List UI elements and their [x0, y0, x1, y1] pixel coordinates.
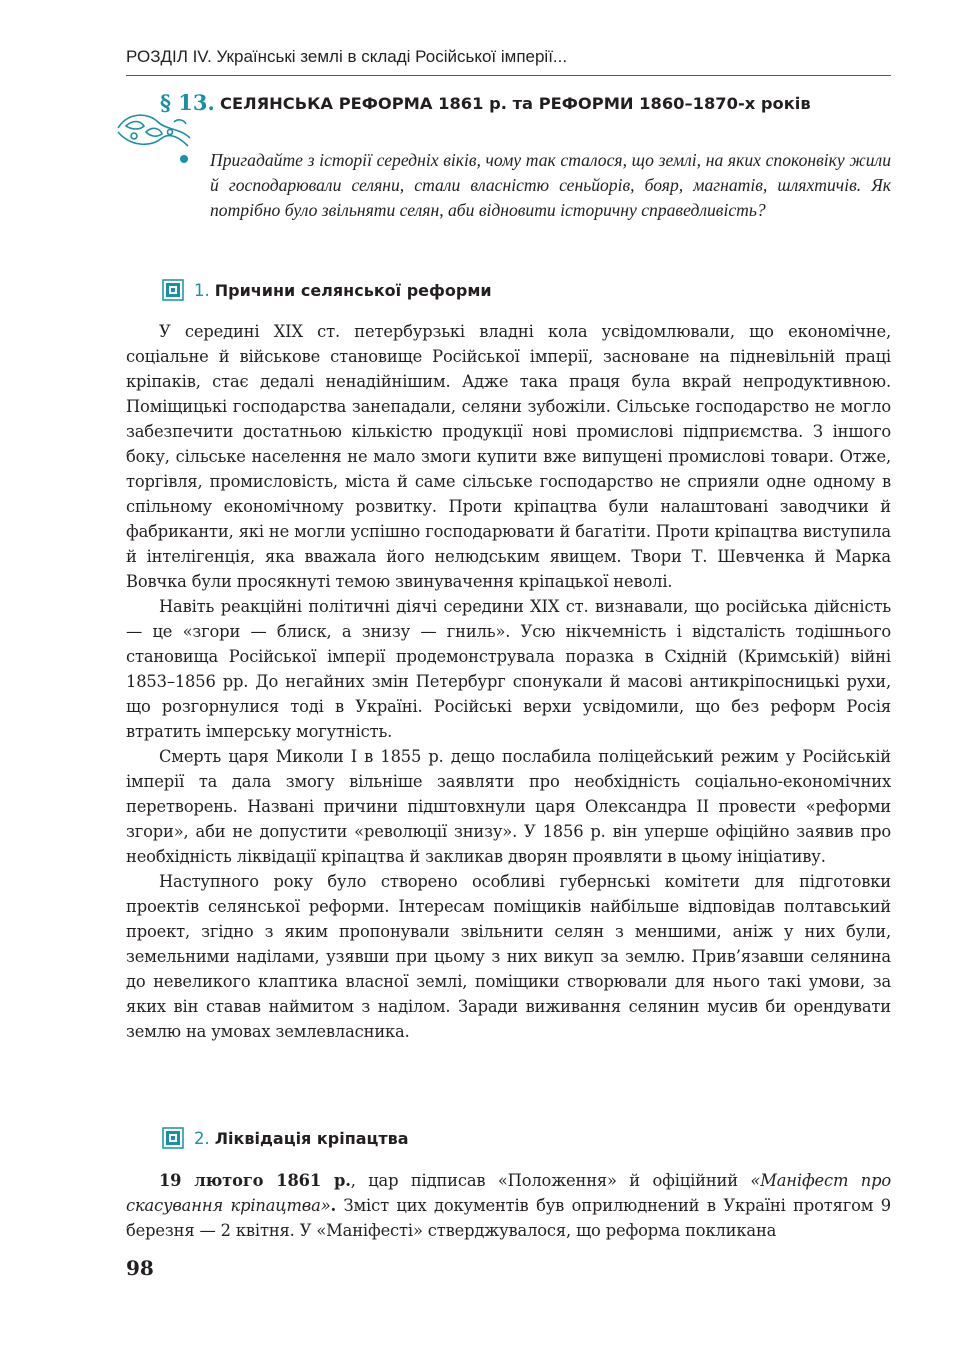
text-run: . — [330, 1196, 337, 1215]
text-run: , цар підписав «Положення» й офіційний — [350, 1171, 751, 1190]
section-number: 2. — [194, 1128, 210, 1148]
section-marker-icon — [162, 279, 184, 301]
section-2-body — [126, 1168, 891, 1243]
page-number: 98 — [126, 1256, 154, 1280]
body-paragraph: Смерть царя Миколи I в 1855 р. дещо послабила поліцейський режим у Російській імперії та дала змогу вільніше заявляти про необхідність соціально-економічних перетворень. Названі причини підштовхнули царя Олександра II провести «реформи згори», аби не допустити «революції знизу». У 1856 р. він уперше офіційно заявив про необхідність ліквідації кріпацтва й закликав дворян проявляти в цьому ініціативу. — [126, 747, 891, 866]
text-run: Зміст цих документів був оприлюднений в Україні протягом 9 березня — 2 квітня. У «Маніфесті» стверджувалося, що реформа покликана — [126, 1196, 891, 1240]
section-heading-1 — [162, 277, 492, 303]
body-paragraph — [126, 1168, 891, 1243]
section-marker-icon — [162, 1127, 184, 1149]
paragraph-number: § 13. — [160, 90, 215, 115]
section-number: 1. — [194, 280, 210, 300]
section-title: Причини селянської реформи — [214, 280, 492, 300]
manifest-title: «Маніфест про скасування кріпацтва» — [126, 1171, 891, 1215]
section-1-body — [126, 319, 891, 1044]
section-title: Ліквідація кріпацтва — [214, 1128, 409, 1148]
body-paragraph: Навіть реакційні політичні діячі середини XIX ст. визнавали, що російська дійсність — це «згори — блиск, а знизу — гниль». Усю нікчемність і відсталість тодішнього становища Російської імперії продемонструвала поразка в Східній (Кримській) війні 1853–1856 рр. До негайних змін Петербург спонукали й масові антикріпосницькі рухи, що розгорнулися тоді в Україні. Російські верхи усвідомили, що без реформ Росія втратить імперську могутність. — [126, 597, 891, 741]
paragraph-title: СЕЛЯНСЬКА РЕФОРМА 1861 р. та РЕФОРМИ 1860–1870-х років — [220, 94, 811, 113]
header-rule — [126, 75, 891, 76]
body-paragraph: У середині XIX ст. петербурзькі владні кола усвідомлювали, що економічне, соціальне й військове становище Російської імперії, засноване на підневільній праці кріпаків, стає дедалі ненадійнішим. Адже така праця була вкрай непродуктивною. Поміщицькі господарства занепадали, селяни зубожіли. Сільське господарство не могло забезпечити достатньою кількістю продукції нові промислові підприємства. З іншого боку, сільське населення не мало змоги купити вже випущені промислові товари. Отже, торгівля, промисловість, міста й саме сільське господарство не сприяли одне одному в спільному економічному розвитку. Проти кріпацтва були налаштовані заводчики й фабриканти, які не могли успішно господарювати й багатіти. Проти кріпацтва виступила й інтелігенція, яка вважала його нелюдським явищем. Твори Т. Шевченка й Марка Вовчка були просякнуті темою звинувачення кріпацької неволі. — [126, 322, 891, 591]
date-highlight: 19 лютого 1861 р. — [159, 1171, 351, 1190]
bullet-icon — [180, 155, 188, 163]
section-heading-2 — [162, 1125, 409, 1151]
running-head: РОЗДІЛ IV. Українські землі в складі Російської імперії... — [126, 47, 568, 66]
body-paragraph: Наступного року було створено особливі губернські комітети для підготовки проектів селянської реформи. Інтересам поміщиків найбільше відповідав полтавський проект, згідно з яким пропонували звільнити селян з меншими, аніж у них були, земельними наділами, узявши при цьому з них викуп за землю. Прив’язавши селянина до невеликого клаптика власної землі, поміщики створювали для нього такі умови, за яких він ставав наймитом з наділом. Заради виживання селянин мусив би орендувати землю на умовах землевласника. — [126, 872, 891, 1041]
intro-question: Пригадайте з історії середніх віків, чому так сталося, що землі, на яких споконвіку жили й господарювали селяни, стали власністю сеньйорів, бояр, магнатів, шляхтичів. Як потрібно було звільняти селян, аби відновити історичну справедливість? — [210, 150, 891, 220]
